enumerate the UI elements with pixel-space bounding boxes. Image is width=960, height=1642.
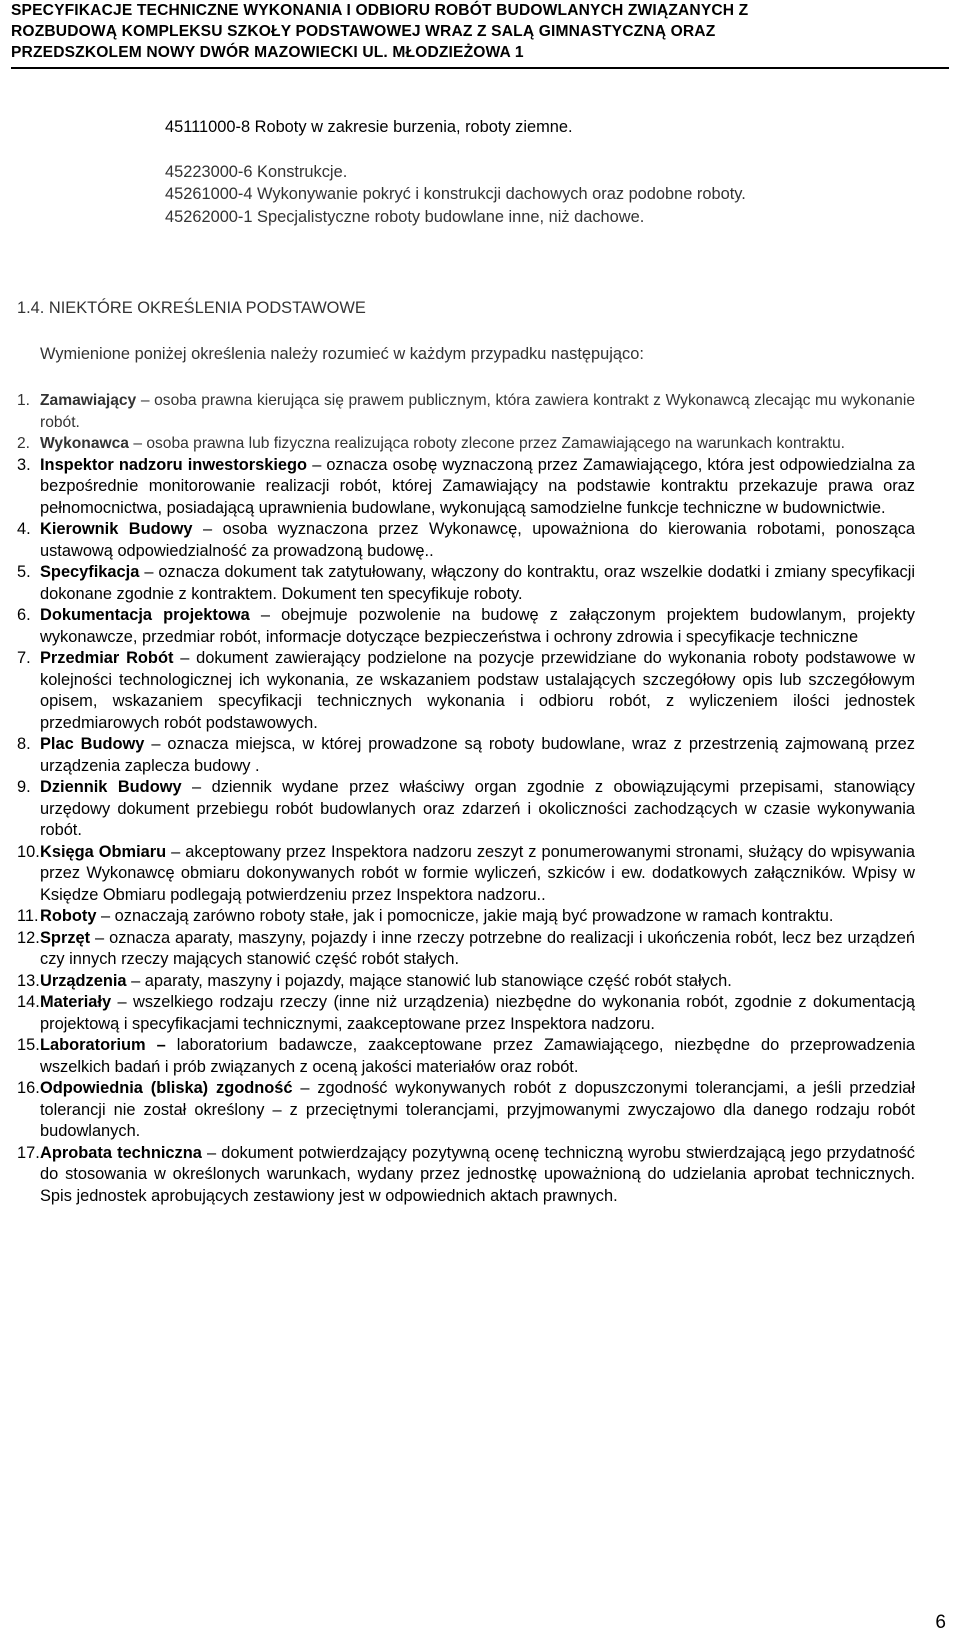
definition-term: Specyfikacja — [40, 563, 140, 581]
definition-text: – aparaty, maszyny i pojazdy, mające stanowić lub stanowiące część robót stałych. — [126, 971, 732, 990]
definition-number: 3. — [17, 455, 31, 474]
cpv-code-3: 45261000-4 Wykonywanie pokryć i konstrukcji dachowych oraz podobne roboty. — [165, 185, 746, 203]
definition-number: 2. — [17, 435, 31, 452]
definition-text: – zgodność wykonywanych robót z dopuszczonymi tolerancjami, a jeśli przedział tolerancji nie został określony – z przeciętnymi tolerancjami, przyjmowanymi zwyczajowo dla danego rodzaju robót budowlanych. — [40, 1079, 915, 1140]
definition-text: – oznaczają zarówno roboty stałe, jak i pomocnicze, jakie mają być prowadzone w ramach kontraktu. — [96, 907, 834, 925]
definition-item — [0, 906, 960, 928]
definition-term: Przedmiar Robót — [40, 649, 174, 667]
definition-item — [0, 777, 960, 842]
definition-number: 1. — [17, 392, 31, 409]
definition-item — [0, 605, 960, 648]
document-header — [11, 0, 951, 63]
definition-item — [0, 433, 960, 455]
definition-number: 11. — [17, 907, 39, 925]
cpv-code-1: 45111000-8 Roboty w zakresie burzenia, roboty ziemne. — [165, 118, 573, 136]
definition-text: – osoba prawna kierująca się prawem publicznym, która zawiera kontrakt z Wykonawcą zlecając mu wykonanie robót. — [40, 392, 915, 431]
definition-item — [0, 390, 960, 433]
definition-item — [0, 842, 960, 907]
definition-text: – obejmuje pozwolenie na budowę z załączonym projektem budowlanym, projekty wykonawcze, przedmiar robót, informacje dotyczące bezpieczeństwa i ochrony zdrowia i specyfikacje techniczne — [40, 606, 915, 646]
definition-number: 5. — [17, 563, 31, 581]
definition-number: 7. — [17, 649, 31, 667]
definition-term: Wykonawca — [40, 435, 129, 452]
definition-text: – dokument zawierający podzielone na pozycje przewidziane do wykonania roboty podstawowe w kolejności technologicznej ich wykonania, ze wskazaniem podstaw ustalających szczegółowy opis lub szczegółowym opisem, wskazaniem specyfikacji technicznych wykonania i odbioru robót, z wyliczeniem ilości jednostek przedmiarowych robót podstawowych. — [40, 649, 915, 732]
definition-number: 12. — [17, 928, 40, 947]
definition-item — [0, 519, 960, 562]
definition-term: Dziennik Budowy — [40, 778, 182, 796]
definition-item — [0, 1078, 960, 1143]
definition-item — [0, 734, 960, 777]
definition-item — [0, 562, 960, 605]
definition-text: – oznacza osobę wyznaczoną przez Zamawiającego, która jest odpowiedzialna za bezpośrednie monitorowanie realizacji robót, której Zamawiający na podstawie kontraktu przekazuje prawa oraz pełnomocnictwa, posiadającą uprawnienia budowlane, wykonującą samodzielne funkcje techniczne w budownictwie. — [40, 455, 915, 517]
definition-item — [0, 455, 960, 520]
section-intro: Wymienione poniżej określenia należy rozumieć w każdym przypadku następująco: — [40, 345, 644, 363]
definition-item — [0, 992, 960, 1035]
definition-term: Laboratorium – — [40, 1036, 166, 1054]
definition-number: 13. — [17, 971, 40, 990]
definition-term: Materiały — [40, 993, 112, 1011]
definition-text: – akceptowany przez Inspektora nadzoru zeszyt z ponumerowanymi stronami, służący do wpisywania przez Wykonawcę obmiaru dokonywanych robót w formie wyliczeń, szkiców i ew. dodatkowych załączników. Wpisy w Księdze Obmiaru podlegają potwierdzeniu przez Inspektora nadzoru.. — [40, 842, 915, 904]
definition-term: Sprzęt — [40, 928, 91, 947]
definition-number: 6. — [17, 606, 31, 624]
definition-number: 4. — [17, 520, 31, 538]
definition-text: – osoba wyznaczona przez Wykonawcę, upoważniona do kierowania robotami, ponosząca ustawową odpowiedzialność za prowadzoną budowę.. — [40, 520, 916, 560]
cpv-code-4: 45262000-1 Specjalistyczne roboty budowlane inne, niż dachowe. — [165, 208, 645, 226]
definition-text: – oznacza aparaty, maszyny, pojazdy i inne rzeczy potrzebne do realizacji i ukończenia robót, lecz bez urządzeń czy innych rzeczy mających stanowić część robót stałych. — [40, 928, 915, 968]
definition-text: – osoba prawna lub fizyczna realizująca roboty zlecone przez Zamawiającego na warunkach kontraktu. — [128, 435, 845, 452]
definition-item — [0, 1035, 960, 1078]
definition-term: Zamawiający — [40, 392, 137, 409]
definition-number: 9. — [17, 778, 31, 796]
definition-text: – oznacza miejsca, w której prowadzone są roboty budowlane, wraz z przestrzenią zajmowaną przez urządzenia zaplecza budowy . — [40, 735, 915, 775]
definition-term: Odpowiednia (bliska) zgodność — [40, 1079, 293, 1097]
header-rule — [11, 67, 949, 69]
definition-number: 17. — [17, 1143, 40, 1162]
definition-number: 15. — [17, 1036, 40, 1054]
definition-number: 16. — [17, 1079, 40, 1097]
definition-term: Dokumentacja projektowa — [40, 606, 250, 624]
definition-term: Urządzenia — [40, 971, 127, 990]
definition-number: 10. — [17, 842, 40, 861]
cpv-code-2: 45223000-6 Konstrukcje. — [165, 163, 348, 181]
definition-term: Inspektor nadzoru inwestorskiego — [40, 455, 308, 474]
definition-item — [0, 648, 960, 734]
section-title: 1.4. NIEKTÓRE OKREŚLENIA PODSTAWOWE — [17, 299, 366, 317]
definition-text: – dokument potwierdzający pozytywną ocenę techniczną wyrobu stwierdzającą jego przydatność do stosowania w określonych warunkach, wydany przez jednostkę upoważnioną do udzielania aprobat technicznych. Spis jednostek aprobujących zestawiony jest w odpowiednich aktach prawnych. — [40, 1143, 916, 1205]
header-line-2: ROZBUDOWĄ KOMPLEKSU SZKOŁY PODSTAWOWEJ WRAZ Z SALĄ GIMNASTYCZNĄ ORAZ — [11, 23, 716, 40]
header-line-1: SPECYFIKACJE TECHNICZNE WYKONANIA I ODBIORU ROBÓT BUDOWLANYCH ZWIĄZANYCH Z — [11, 2, 749, 19]
page-number: 6 — [935, 1612, 946, 1633]
definition-text: – wszelkiego rodzaju rzeczy (inne niż urządzenia) niezbędne do wykonania robót, zgodnie z dokumentacją projektową i specyfikacjami technicznymi, zaakceptowane przez Inspektora nadzoru. — [40, 993, 915, 1033]
definition-number: 8. — [17, 735, 31, 753]
header-line-3: PRZEDSZKOLEM NOWY DWÓR MAZOWIECKI UL. MŁODZIEŻOWA 1 — [11, 44, 524, 61]
definition-item — [0, 1143, 960, 1208]
definition-text: – oznacza dokument tak zatytułowany, włączony do kontraktu, oraz wszelkie dodatki i zmiany specyfikacji dokonane zgodnie z kontraktem. Dokument ten specyfikuje roboty. — [40, 563, 915, 603]
definition-term: Plac Budowy — [40, 735, 145, 753]
definition-item — [0, 928, 960, 971]
definition-term: Aprobata techniczna — [40, 1143, 202, 1162]
definition-term: Księga Obmiaru — [40, 842, 167, 861]
definition-number: 14. — [17, 993, 40, 1011]
definition-item — [0, 971, 960, 993]
definition-text: laboratorium badawcze, zaakceptowane przez Zamawiającego, niezbędne do przeprowadzenia wszelkich badań i prób związanych z oceną jakości materiałów oraz robót. — [40, 1036, 915, 1076]
definition-term: Roboty — [40, 907, 97, 925]
definitions-list — [0, 390, 960, 1207]
definition-text: – dziennik wydane przez właściwy organ zgodnie z obowiązującymi przepisami, stanowiący urzędowy dokument przebiegu robót budowlanych oraz zdarzeń i okoliczności zachodzących w czasie wykonywania robót. — [40, 778, 916, 839]
definition-term: Kierownik Budowy — [40, 520, 193, 538]
